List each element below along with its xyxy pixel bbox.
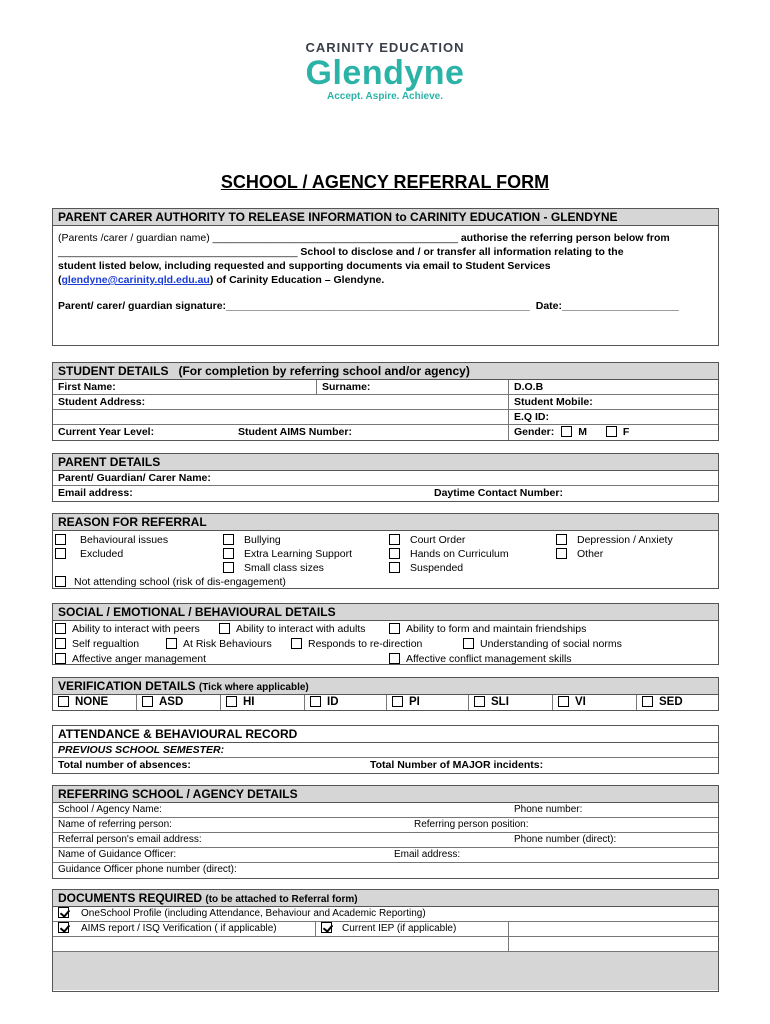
verify-vi-label: VI	[575, 696, 586, 708]
guidance-phone-field[interactable]: Guidance Officer phone number (direct):	[58, 864, 237, 875]
agency-name-field[interactable]: School / Agency Name:	[58, 804, 162, 815]
logo-campus-name: Glendyne	[305, 54, 465, 92]
referring-heading: REFERRING SCHOOL / AGENCY DETAILS	[53, 786, 718, 803]
authority-text	[53, 226, 718, 292]
direct-phone-field[interactable]: Phone number (direct):	[514, 834, 617, 845]
attendance-heading: ATTENDANCE & BEHAVIOURAL RECORD	[53, 726, 718, 743]
oneschool-label: OneSchool Profile (including Attendance, Behaviour and Academic Reporting)	[81, 908, 426, 919]
authority-paren: (	[58, 274, 62, 286]
verify-sed-checkbox[interactable]	[642, 696, 653, 707]
anger-checkbox[interactable]	[55, 653, 66, 664]
verify-asd-label: ASD	[159, 696, 184, 708]
authority-text-b: authorise the referring person below from	[457, 232, 670, 244]
conflict-checkbox[interactable]	[389, 653, 400, 664]
aims-report-checkbox[interactable]	[58, 922, 69, 933]
authority-section	[52, 208, 719, 346]
parent-name-field[interactable]: __________________________________________	[212, 232, 458, 244]
student-heading-note: (For completion by referring school and/or agency)	[178, 364, 470, 378]
verification-option[interactable]	[387, 695, 469, 710]
date-label: Date:	[535, 300, 562, 312]
documents-shaded-area	[53, 952, 718, 990]
signature-label: Parent/ carer/ guardian signature:	[58, 300, 227, 312]
documents-section	[52, 889, 719, 992]
small-class-checkbox[interactable]	[223, 562, 234, 573]
not-attending-label: Not attending school (risk of dis-engagement)	[74, 576, 286, 588]
other-checkbox[interactable]	[556, 548, 567, 559]
documents-blank-cell[interactable]	[509, 922, 718, 936]
authority-text-c: School to disclose and / or transfer all information relating to the	[297, 246, 624, 258]
major-incidents-field[interactable]: Total Number of MAJOR incidents:	[370, 759, 544, 771]
gender-m-label: M	[578, 426, 587, 438]
verify-pi-label: PI	[409, 696, 420, 708]
absences-field[interactable]: Total number of absences:	[58, 759, 191, 771]
small-class-label: Small class sizes	[244, 562, 324, 574]
social-section	[52, 603, 719, 665]
verification-heading-text: VERIFICATION DETAILS	[58, 679, 196, 693]
verification-option[interactable]	[637, 695, 718, 710]
peers-label: Ability to interact with peers	[72, 623, 200, 635]
suspended-label: Suspended	[410, 562, 464, 574]
excluded-checkbox[interactable]	[55, 548, 66, 559]
verify-sed-label: SED	[659, 696, 683, 708]
parent-email-field[interactable]: Email address:	[58, 487, 133, 499]
previous-semester-label: PREVIOUS SCHOOL SEMESTER:	[58, 744, 225, 756]
verify-id-label: ID	[327, 696, 339, 708]
authority-heading: PARENT CARER AUTHORITY TO RELEASE INFORMATION to CARINITY EDUCATION - GLENDYNE	[53, 209, 718, 226]
verification-option[interactable]	[553, 695, 637, 710]
date-field[interactable]: ____________________	[562, 300, 679, 312]
authority-text-e: ) of Carinity Education – Glendyne.	[209, 274, 385, 286]
behavioural-checkbox[interactable]	[55, 534, 66, 545]
at-risk-label: At Risk Behaviours	[183, 638, 272, 650]
court-order-checkbox[interactable]	[389, 534, 400, 545]
student-address-field[interactable]: Student Address:	[53, 395, 509, 409]
verify-hi-checkbox[interactable]	[226, 696, 237, 707]
reason-heading: REASON FOR REFERRAL	[53, 514, 718, 531]
verify-vi-checkbox[interactable]	[558, 696, 569, 707]
verify-none-checkbox[interactable]	[58, 696, 69, 707]
bullying-label: Bullying	[244, 534, 281, 546]
depression-checkbox[interactable]	[556, 534, 567, 545]
conflict-label: Affective conflict management skills	[406, 653, 572, 665]
iep-checkbox[interactable]	[321, 922, 332, 933]
verify-pi-checkbox[interactable]	[392, 696, 403, 707]
bullying-checkbox[interactable]	[223, 534, 234, 545]
peers-checkbox[interactable]	[55, 623, 66, 634]
redirection-label: Responds to re-direction	[308, 638, 423, 650]
iep-item	[316, 922, 509, 936]
social-norms-checkbox[interactable]	[463, 638, 474, 649]
referring-person-field[interactable]: Name of referring person:	[58, 819, 172, 830]
referring-section	[52, 785, 719, 879]
behavioural-label: Behavioural issues	[80, 534, 169, 546]
signature-field[interactable]: ____________________________________________________	[226, 300, 530, 312]
student-heading	[53, 363, 718, 380]
els-checkbox[interactable]	[223, 548, 234, 559]
gender-label: Gender:	[514, 426, 555, 438]
not-attending-checkbox[interactable]	[55, 576, 66, 587]
referring-position-field[interactable]: Referring person position:	[414, 819, 529, 830]
signature-row	[53, 292, 718, 322]
guidance-email-field[interactable]: Email address:	[394, 849, 461, 860]
student-heading-text: STUDENT DETAILS	[58, 364, 169, 378]
documents-heading	[53, 890, 718, 907]
gender-m-checkbox[interactable]	[561, 426, 572, 437]
year-level-field[interactable]: Current Year Level:	[58, 426, 155, 438]
self-regulation-label: Self regualtion	[72, 638, 140, 650]
documents-blank-cell[interactable]	[509, 937, 718, 951]
self-regulation-checkbox[interactable]	[55, 638, 66, 649]
verification-option[interactable]	[221, 695, 305, 710]
agency-phone-field[interactable]: Phone number:	[514, 804, 583, 815]
first-name-field[interactable]: First Name:	[53, 380, 317, 394]
daytime-phone-field[interactable]: Daytime Contact Number:	[434, 487, 563, 499]
social-heading: SOCIAL / EMOTIONAL / BEHAVIOURAL DETAILS	[53, 604, 718, 621]
logo-tagline: Accept. Aspire. Achieve.	[327, 91, 443, 102]
documents-blank-cell[interactable]	[53, 937, 509, 951]
adults-label: Ability to interact with adults	[236, 623, 366, 635]
eq-id-field[interactable]: E.Q ID:	[514, 411, 550, 423]
gender-field	[509, 425, 718, 440]
verification-option[interactable]	[53, 695, 137, 710]
oneschool-item	[53, 907, 718, 921]
dob-field[interactable]: D.O.B	[514, 381, 544, 393]
carinity-logo	[260, 40, 510, 102]
verification-heading-note: (Tick where applicable)	[198, 682, 309, 693]
els-label: Extra Learning Support	[244, 548, 352, 560]
authority-text-d: student listed below, including requested and supporting documents via email to Student Services	[58, 260, 551, 272]
gender-f-checkbox[interactable]	[606, 426, 617, 437]
verify-hi-label: HI	[243, 696, 255, 708]
redirection-checkbox[interactable]	[291, 638, 302, 649]
documents-heading-note: (to be attached to Referral form)	[205, 894, 358, 905]
guidance-officer-field[interactable]: Name of Guidance Officer:	[58, 849, 177, 860]
verification-options	[53, 695, 718, 710]
verify-sli-label: SLI	[491, 696, 509, 708]
excluded-label: Excluded	[80, 548, 124, 560]
hands-on-checkbox[interactable]	[389, 548, 400, 559]
aims-report-label: AIMS report / ISQ Verification ( if applicable)	[81, 923, 277, 934]
school-name-field[interactable]: _________________________________________	[58, 246, 298, 258]
parent-section	[52, 453, 719, 502]
friendships-label: Ability to form and maintain friendships	[406, 623, 587, 635]
suspended-checkbox[interactable]	[389, 562, 400, 573]
verification-section	[52, 677, 719, 711]
depression-label: Depression / Anxiety	[577, 534, 673, 546]
friendships-checkbox[interactable]	[389, 623, 400, 634]
parent-heading: PARENT DETAILS	[53, 454, 718, 471]
adults-checkbox[interactable]	[219, 623, 230, 634]
aims-report-item	[53, 922, 316, 936]
verify-none-label: NONE	[75, 696, 109, 708]
verification-option[interactable]	[137, 695, 221, 710]
aims-number-field[interactable]: Student AIMS Number:	[233, 425, 509, 440]
verify-id-checkbox[interactable]	[310, 696, 321, 707]
verify-sli-checkbox[interactable]	[474, 696, 485, 707]
court-order-label: Court Order	[410, 534, 466, 546]
other-label: Other	[577, 548, 604, 560]
gender-f-label: F	[622, 426, 630, 438]
student-section	[52, 362, 719, 441]
attendance-section	[52, 725, 719, 774]
reason-section	[52, 513, 719, 589]
student-services-email-link[interactable]: glendyne@carinity.qld.edu.au	[61, 274, 210, 286]
verification-option[interactable]	[305, 695, 387, 710]
verification-option[interactable]	[469, 695, 553, 710]
oneschool-checkbox[interactable]	[58, 907, 69, 918]
at-risk-checkbox[interactable]	[166, 638, 177, 649]
hands-on-label: Hands on Curriculum	[410, 548, 509, 560]
documents-heading-text: DOCUMENTS REQUIRED	[58, 891, 203, 905]
form-title: SCHOOL / AGENCY REFERRAL FORM	[220, 172, 550, 192]
logo-org-name: CARINITY EDUCATION	[305, 40, 465, 55]
address-line-2[interactable]	[53, 410, 509, 424]
iep-label: Current IEP (if applicable)	[342, 923, 457, 934]
surname-field[interactable]: Surname:	[317, 380, 509, 394]
authority-text-a: (Parents /carer / guardian name)	[58, 232, 213, 244]
verify-asd-checkbox[interactable]	[142, 696, 153, 707]
parent-name-field[interactable]: Parent/ Guardian/ Carer Name:	[58, 472, 211, 484]
anger-label: Affective anger management	[72, 653, 207, 665]
referring-email-field[interactable]: Referral person's email address:	[58, 834, 202, 845]
student-mobile-field[interactable]: Student Mobile:	[514, 396, 593, 408]
verification-heading	[53, 678, 718, 695]
social-norms-label: Understanding of social norms	[480, 638, 622, 650]
